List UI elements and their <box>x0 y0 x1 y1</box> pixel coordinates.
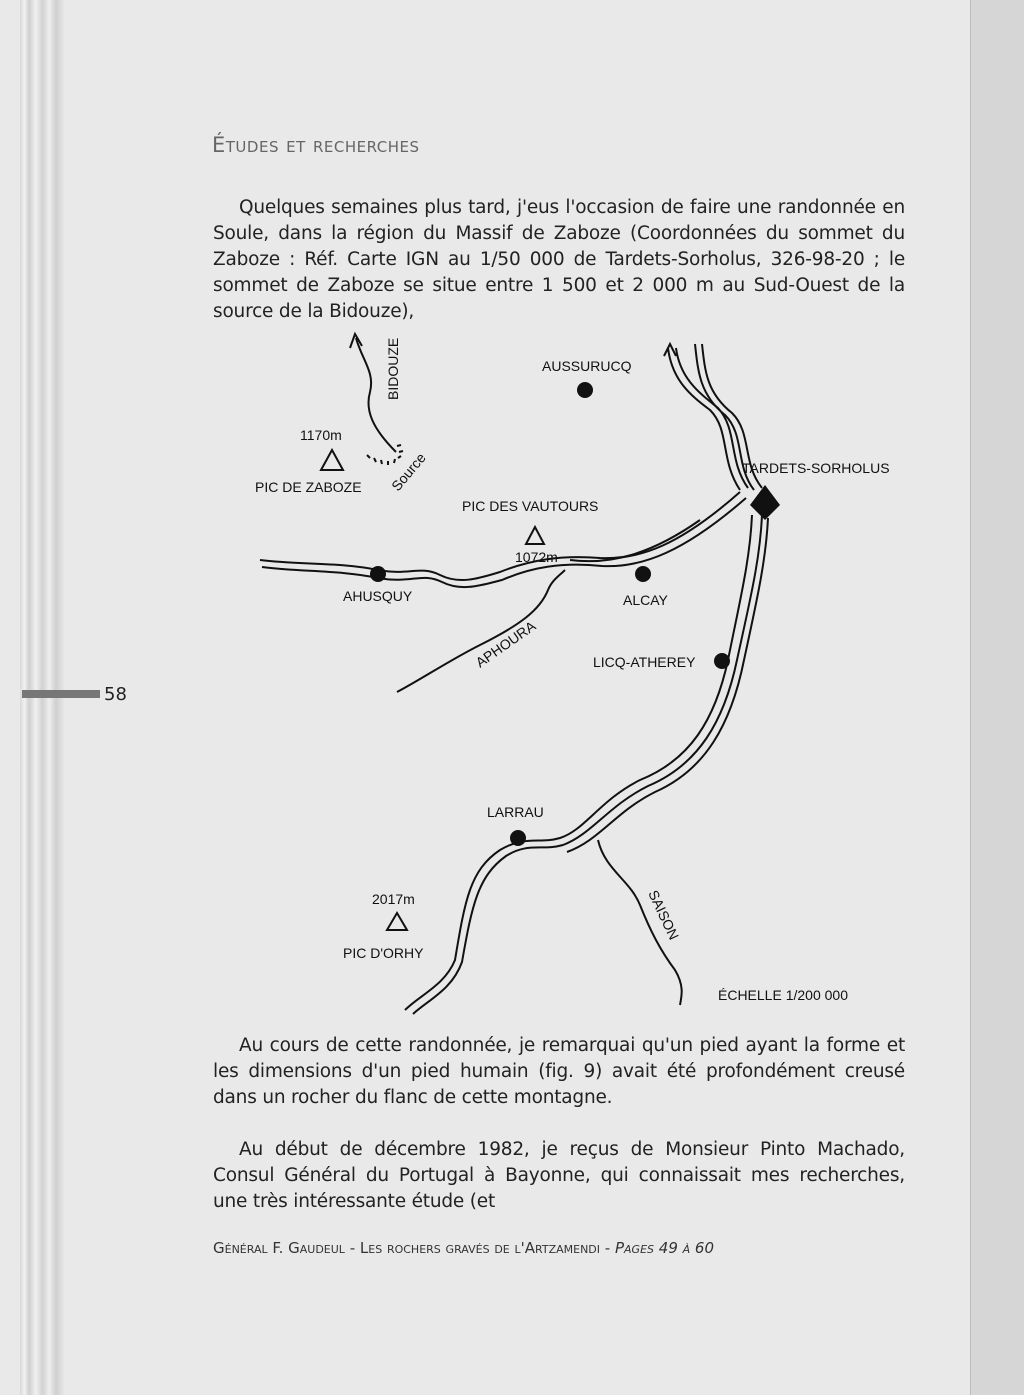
peak-orhy-icon <box>387 913 407 930</box>
road-south <box>405 515 752 1010</box>
label-alt-orhy: 2017m <box>372 891 415 907</box>
label-bidouze: BIDOUZE <box>385 337 401 400</box>
label-aphoura: APHOURA <box>472 617 539 671</box>
page-number: 58 <box>104 684 127 705</box>
peaks <box>321 450 544 930</box>
river-aphoura <box>397 570 565 692</box>
footer-pages: Pages 49 à 60 <box>614 1239 715 1257</box>
label-larrau: LARRAU <box>487 804 544 820</box>
label-alt-vautours: 1072m <box>515 549 558 565</box>
label-scale: ÉCHELLE 1/200 000 <box>718 987 848 1003</box>
peak-vautours-icon <box>526 527 544 544</box>
footer-title: Les rochers gravés de l'Artzamendi <box>359 1239 601 1257</box>
label-aussurucq: AUSSURUCQ <box>542 358 632 374</box>
village-aussurucq-icon <box>577 382 593 398</box>
footer-separator: - <box>600 1239 615 1257</box>
village-alcay-icon <box>635 566 651 582</box>
label-ahusquy: AHUSQUY <box>343 588 413 604</box>
paragraph-1: Quelques semaines plus tard, j'eus l'occasion de faire une randonnée en Soule, dans la région du Massif de Zaboze (Coordonnées du sommet du Zaboze : Réf. Carte IGN au 1/50 000 de Tardets-Sorholus, 326-98-20 ; le sommet de Zaboze se situe entre 1 500 et 2 000 m au Sud-Ouest de la source de la Bidouze), <box>213 197 905 322</box>
label-pic-vautours: PIC DES VAUTOURS <box>462 498 599 514</box>
peak-zaboze-icon <box>321 450 343 470</box>
label-pic-orhy: PIC D'ORHY <box>343 945 424 961</box>
running-footer <box>213 1239 714 1257</box>
label-pic-zaboze: PIC DE ZABOZE <box>255 479 362 495</box>
village-larrau-icon <box>510 830 526 846</box>
source-marks <box>367 445 403 465</box>
label-tardets: TARDETS-SORHOLUS <box>742 460 890 476</box>
villages <box>370 382 780 846</box>
footer-separator: - <box>344 1239 360 1257</box>
footer-author: Général F. Gaudeul <box>213 1239 345 1257</box>
paragraph-2: Au cours de cette randonnée, je remarquai qu'un pied ayant la forme et les dimensions d'un pied humain (fig. 9) avait été profondément creusé dans un rocher du flanc de cette montagne. <box>213 1035 905 1108</box>
village-licq-icon <box>714 653 730 669</box>
village-ahusquy-icon <box>370 566 386 582</box>
section-header: Études et recherches <box>212 133 420 157</box>
label-source: Source <box>388 449 429 494</box>
town-tardets-icon <box>750 485 780 520</box>
label-saison: SAISON <box>645 887 683 943</box>
paragraph-3: Au début de décembre 1982, je reçus de Monsieur Pinto Machado, Consul Général du Portugal à Bayonne, qui connaissait mes recherches, une très intéressante étude (et <box>213 1139 905 1212</box>
label-alcay: ALCAY <box>623 592 668 608</box>
label-alt-zaboze: 1170m <box>300 427 342 443</box>
label-licq: LICQ-ATHEREY <box>593 654 696 670</box>
